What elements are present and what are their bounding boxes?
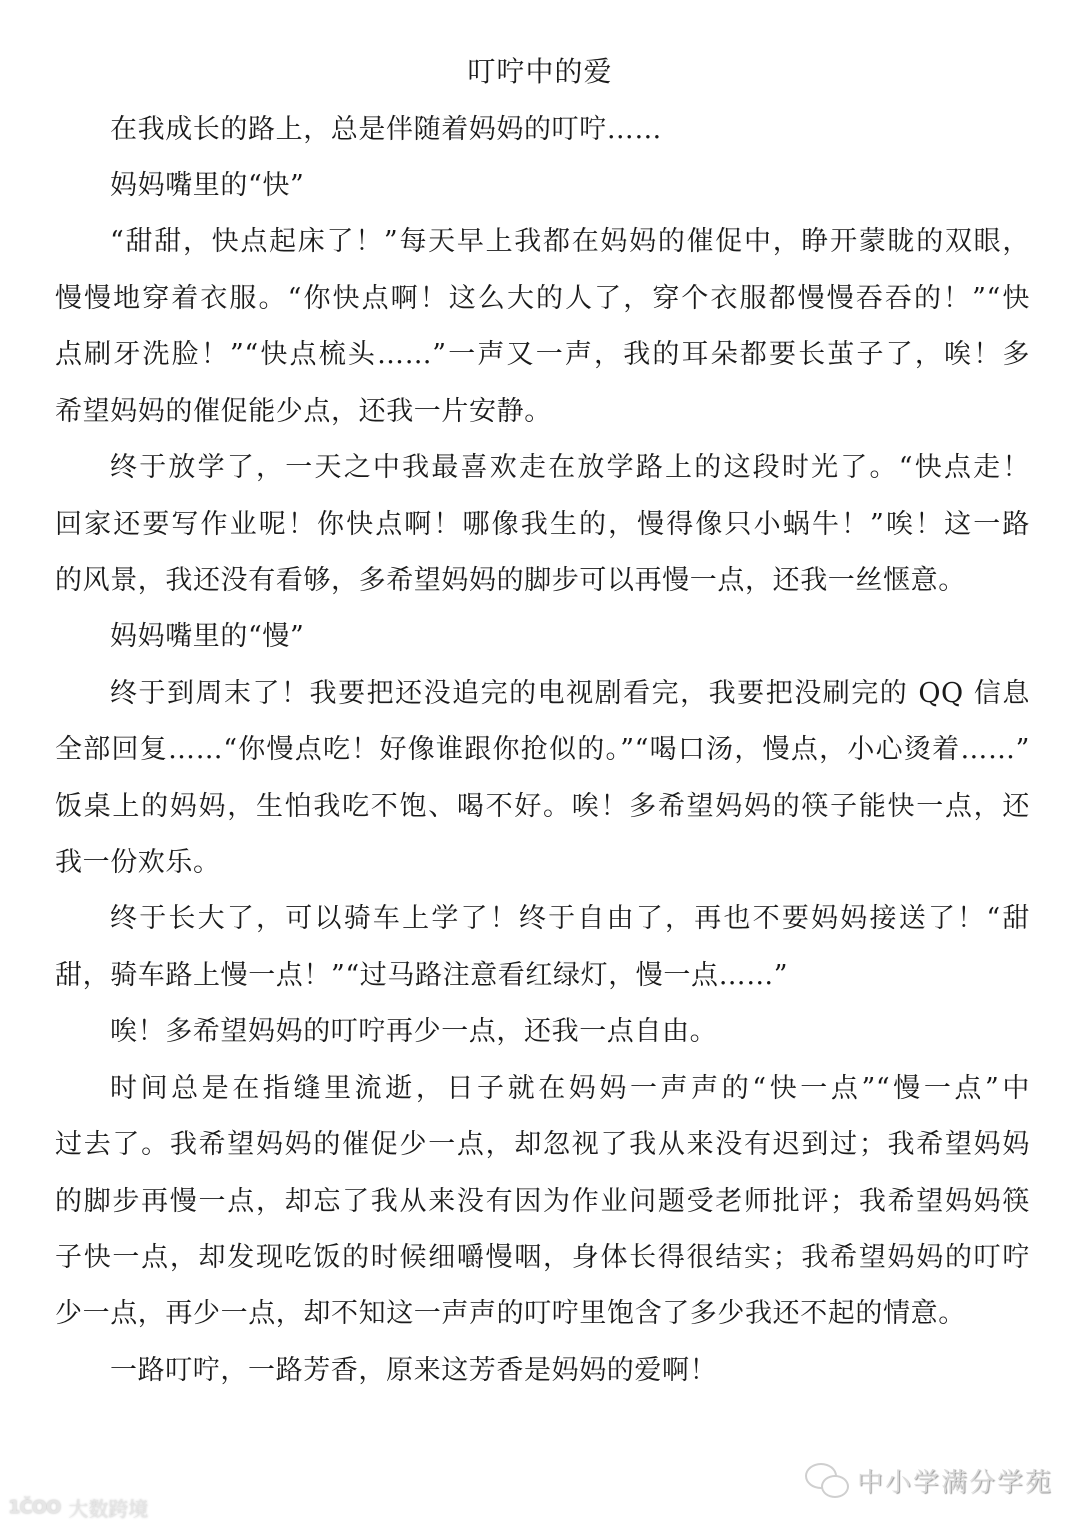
- text-line: 终于到周末了！我要把还没追完的电视剧看完，我要把没刷完的 QQ 信息: [110, 678, 1030, 709]
- text-line: 在我成长的路上，总是伴随着妈妈的叮咛……: [110, 114, 662, 145]
- text-line: 时间总是在指缝里流逝，日子就在妈妈一声声的“快一点”“慢一点”中: [110, 1073, 1030, 1104]
- text-line: 少一点，再少一点，却不知这一声声的叮咛里饱含了多少我还不起的情意。: [55, 1298, 966, 1329]
- text-line: 希望妈妈的催促能少点，还我一片安静。: [55, 396, 552, 427]
- text-line: 饭桌上的妈妈，生怕我吃不饱、喝不好。唉！多希望妈妈的筷子能快一点，还: [55, 791, 1030, 822]
- text-line: 甜，骑车路上慢一点！”“过马路注意看红绿灯，慢一点……”: [55, 960, 789, 991]
- text-line: 回家还要写作业呢！你快点啊！哪像我生的，慢得像只小蜗牛！”唉！这一路: [55, 509, 1030, 540]
- brand-logo-icon: 1ČOO: [8, 1497, 61, 1518]
- text-line: “甜甜，快点起床了！”每天早上我都在妈妈的催促中，睁开蒙眬的双眼，: [110, 226, 1030, 257]
- text-line: 终于放学了，一天之中我最喜欢走在放学路上的这段时光了。“快点走！: [110, 452, 1030, 483]
- text-line: 终于长大了，可以骑车上学了！终于自由了，再也不要妈妈接送了！“甜: [110, 903, 1030, 934]
- text-line: 妈妈嘴里的“慢”: [110, 621, 305, 652]
- watermark-right-text: 中小学满分学苑: [857, 1468, 1054, 1498]
- text-line: 的风景，我还没有看够，多希望妈妈的脚步可以再慢一点，还我一丝惬意。: [55, 565, 966, 596]
- text-line: 唉！多希望妈妈的叮咛再少一点，还我一点自由。: [110, 1016, 718, 1047]
- text-line: 子快一点，却发现吃饭的时候细嚼慢咽，身体长得很结实；我希望妈妈的叮咛: [55, 1242, 1030, 1273]
- text-line: 妈妈嘴里的“快”: [110, 170, 305, 201]
- watermark-left-text: 大数跨境: [68, 1497, 149, 1521]
- text-line: 的脚步再慢一点，却忘了我从来没有因为作业问题受老师批评；我希望妈妈筷: [55, 1186, 1030, 1217]
- document-title: 叮咛中的爱: [467, 55, 613, 88]
- watermark-left: [8, 1493, 148, 1522]
- watermark-right: [805, 1462, 1053, 1499]
- text-line: 点刷牙洗脸！”“快点梳头……”一声又一声，我的耳朵都要长茧子了，唉！多: [55, 339, 1030, 370]
- text-line: 全部回复……“你慢点吃！好像谁跟你抢似的。”“喝口汤，慢点，小心烫着……”: [55, 734, 1030, 765]
- text-line: 一路叮咛，一路芳香，原来这芳香是妈妈的爱啊！: [110, 1355, 718, 1386]
- text-line: 慢慢地穿着衣服。“你快点啊！这么大的人了，穿个衣服都慢慢吞吞的！”“快: [55, 283, 1030, 314]
- wechat-icon: [805, 1463, 849, 1499]
- text-line: 过去了。我希望妈妈的催促少一点，却忽视了我从来没有迟到过；我希望妈妈: [55, 1129, 1030, 1160]
- text-line: 我一份欢乐。: [55, 847, 221, 878]
